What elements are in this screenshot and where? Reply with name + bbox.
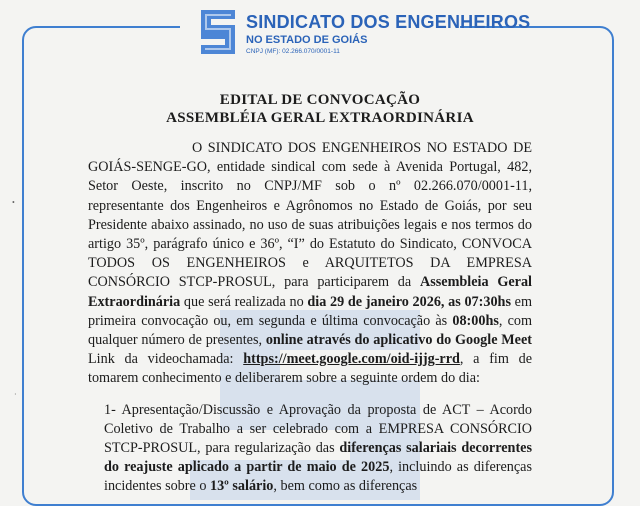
org-name: SINDICATO DOS ENGENHEIROS	[246, 12, 531, 32]
text-segment: O SINDICATO DOS ENGENHEIROS NO ESTADO DE GOIÁS-SENGE-GO, entidade sindical com sede à Avenida Portugal, 482, Setor Oeste, inscrito no CNPJ/MF sob o nº 02.266.070/0001-11, representante dos Engenheiros e Agrônomos no Estado de Goiás, por seu Presidente abaixo assinado, no uso de suas atribuições legais e nos termos do artigo 35º, parágrafo único e 36º, “I” do Estatuto do Sindicato, CONVOCA TODOS OS ENGENHEIROS e ARQUITETOS DA EMPRESA CONSÓRCIO STCP-PROSUL, para participarem da	[88, 140, 532, 291]
meeting-platform: online através do aplicativo do Google Meet	[265, 332, 532, 349]
scan-speck: ·	[14, 390, 17, 399]
document-subtitle: ASSEMBLÉIA GERAL EXTRAORDINÁRIA	[166, 110, 474, 126]
text-segment: , incluindo as diferenças incidentes sobre o	[104, 459, 532, 495]
letterhead	[246, 12, 530, 55]
salary-differences: diferenças salariais decorrentes do reajuste aplicado a partir de maio de 2025	[104, 440, 532, 476]
thirteenth-salary: 13º salário	[209, 478, 274, 495]
text-segment: , bem como as diferenças	[273, 478, 418, 495]
paragraph-convocation	[88, 139, 532, 389]
text-segment: 1- Apresentação/Discussão e Aprovação da proposta de ACT – Acordo Coletivo de Trabalho a ser celebrado com a EMPRESA CONSÓRCIO STCP-PROSUL, para regularização das	[104, 401, 532, 457]
document-title: EDITAL DE CONVOCAÇÃO	[219, 92, 421, 108]
meeting-date: dia 29 de janeiro 2026, as 07:30hs	[307, 293, 511, 310]
text-segment: , com qualquer número de presentes,	[88, 312, 532, 349]
text-segment: em primeira convocação ou, em segunda e última convocação às	[88, 293, 533, 329]
document-body	[88, 139, 532, 497]
meet-link[interactable]: https://meet.google.com/oid-ijjg-rrd	[243, 351, 460, 368]
text-segment: Link da videochamada:	[88, 351, 244, 368]
scan-speck: •	[12, 198, 15, 207]
text-segment: , a fim de tomarem conhecimento e deliberarem sobre a seguinte ordem do dia:	[88, 351, 533, 387]
sindicato-logo-icon	[195, 6, 241, 58]
second-call-time: 08:00hs	[452, 312, 499, 329]
text-segment: que será realizada no	[180, 293, 308, 310]
org-cnpj: CNPJ (MF): 02.266.070/0001-11	[246, 48, 340, 55]
agenda-item-1	[88, 401, 532, 497]
assembly-name: Assembleia Geral Extraordinária	[88, 274, 533, 310]
org-subtitle: NO ESTADO DE GOIÁS	[246, 34, 368, 46]
